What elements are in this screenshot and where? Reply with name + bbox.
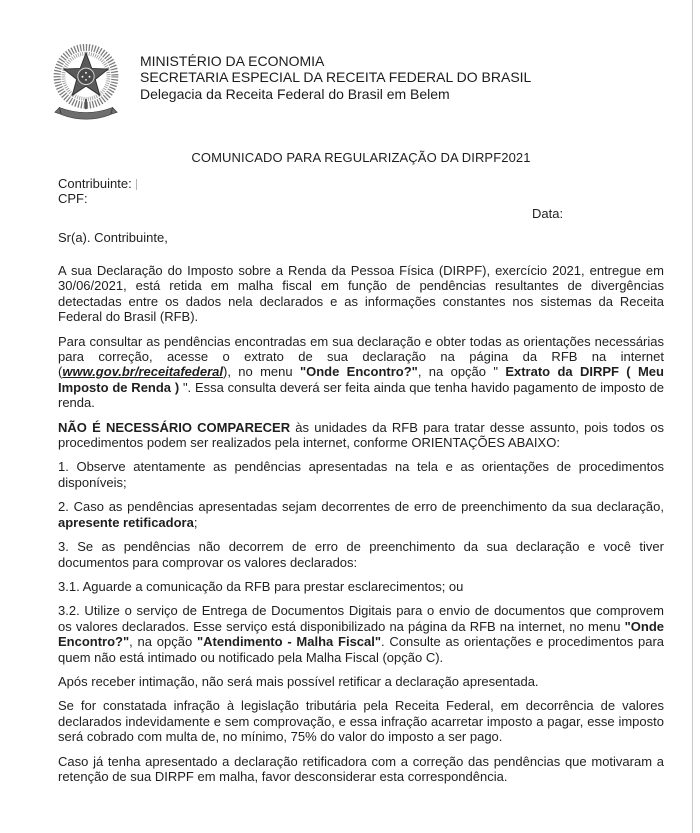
paragraph: [58, 499, 664, 530]
coat-of-arms-icon: [47, 38, 125, 124]
issuing-organization: [140, 38, 531, 103]
cpf-label: CPF:: [58, 190, 88, 206]
paragraph: [58, 698, 664, 744]
text-segment: ". Essa consulta deverá ser feita ainda que tenha havido pagamento de imposto de renda.: [58, 379, 664, 411]
text-segment: ), no menu: [222, 364, 300, 380]
paragraph: [58, 674, 664, 689]
redacted-value-mark: [136, 179, 137, 190]
text-segment: 3.2. Utilize o serviço de Entrega de Documentos Digitais para o envio de documentos que comprovem os valores declarados. Esse serviço está disponibilizado na página da RFB na internet, no menu: [58, 603, 664, 634]
text-segment: . Consulte as orientações e procedimentos para quem não está intimado ou notificado pela Malha Fiscal (opção C).: [58, 634, 665, 665]
text-segment: ;: [193, 514, 198, 530]
paragraph: [58, 754, 664, 785]
page-edge-line: [692, 0, 693, 833]
text-segment: , na opção ": [417, 364, 506, 380]
taxpayer-fields: [58, 177, 137, 206]
url-text: www.gov.br/receitafederal: [62, 364, 223, 380]
text-segment: , na opção: [129, 634, 197, 650]
contribuinte-label: Contribuinte:: [58, 176, 132, 191]
document-header: [47, 38, 531, 124]
text-segment: 2. Caso as pendências apresentadas sejam decorrentes de erro de preenchimento da sua declaração,: [58, 499, 664, 515]
paragraph: [58, 334, 664, 411]
text-segment: Se for constatada infração à legislação tributária pela Receita Federal, em decorrência de valores declarados indevidamente e sem comprovação, e essa infração acarretar imposto a pagar, esse imposto será cobrado com multa de, no mínimo, 75% do valor do imposto a ser pago.: [58, 698, 664, 745]
text-segment: Após receber intimação, não será mais possível retificar a declaração apresentada.: [58, 673, 539, 689]
salutation: Sr(a). Contribuinte,: [58, 230, 168, 245]
text-segment: 3.1. Aguarde a comunicação da RFB para prestar esclarecimentos; ou: [58, 578, 464, 594]
secretariat-name: SECRETARIA ESPECIAL DA RECEITA FEDERAL DO BRASIL: [140, 68, 532, 85]
text-segment: 1. Observe atentamente as pendências apresentadas na tela e as orientações de procedimentos disponíveis;: [58, 459, 664, 490]
paragraph: [58, 579, 664, 594]
date-field: [532, 206, 563, 221]
text-segment: Para consultar as pendências encontradas em sua declaração e obter todas as orientações necessárias para correção, acesse o extrato de sua declaração na página da RFB na internet (: [58, 333, 664, 380]
text-segment: às unidades da RFB para tratar desse assunto, pois todos os procedimentos podem ser realizados pela internet, conforme ORIENTAÇÕES ABAIXO:: [58, 419, 664, 451]
office-name: Delegacia da Receita Federal do Brasil em Belem: [140, 86, 450, 102]
document-body: [58, 263, 664, 793]
text-segment: A sua Declaração do Imposto sobre a Renda da Pessoa Física (DIRPF), exercício 2021, entregue em 30/06/2021, está retida em malha fiscal em função de pendências resultantes de divergências detectadas entre os dados nela declarados e as informações constantes nos sistemas da Receita Federal do Brasil (RFB).: [58, 263, 664, 325]
bold-text: "Atendimento - Malha Fiscal": [196, 634, 382, 650]
bold-text: NÃO É NECESSÁRIO COMPARECER: [58, 419, 291, 435]
bold-text: apresente retificadora: [58, 514, 194, 530]
ministry-name: MINISTÉRIO DA ECONOMIA: [140, 53, 325, 69]
paragraph: [58, 539, 664, 570]
paragraph: [58, 263, 664, 325]
date-label: Data:: [532, 206, 564, 221]
bold-text: "Onde Encontro?": [299, 364, 418, 380]
text-segment: Caso já tenha apresentado a declaração retificadora com a correção das pendências que motivaram a retenção de sua DIRPF em malha, favor desconsiderar esta correspondência.: [58, 753, 664, 784]
document-title: COMUNICADO PARA REGULARIZAÇÃO DA DIRPF2021: [191, 150, 531, 165]
bold-text: Extrato da DIRPF ( Meu Imposto de Renda ): [58, 364, 664, 395]
text-segment: 3. Se as pendências não decorrem de erro de preenchimento da sua declaração e você tiver documentos para comprovar os valores declarados:: [58, 539, 664, 570]
paragraph: [58, 420, 664, 451]
bold-text: "Onde Encontro?": [58, 618, 664, 650]
paragraph: [58, 459, 664, 490]
paragraph: [58, 603, 664, 665]
